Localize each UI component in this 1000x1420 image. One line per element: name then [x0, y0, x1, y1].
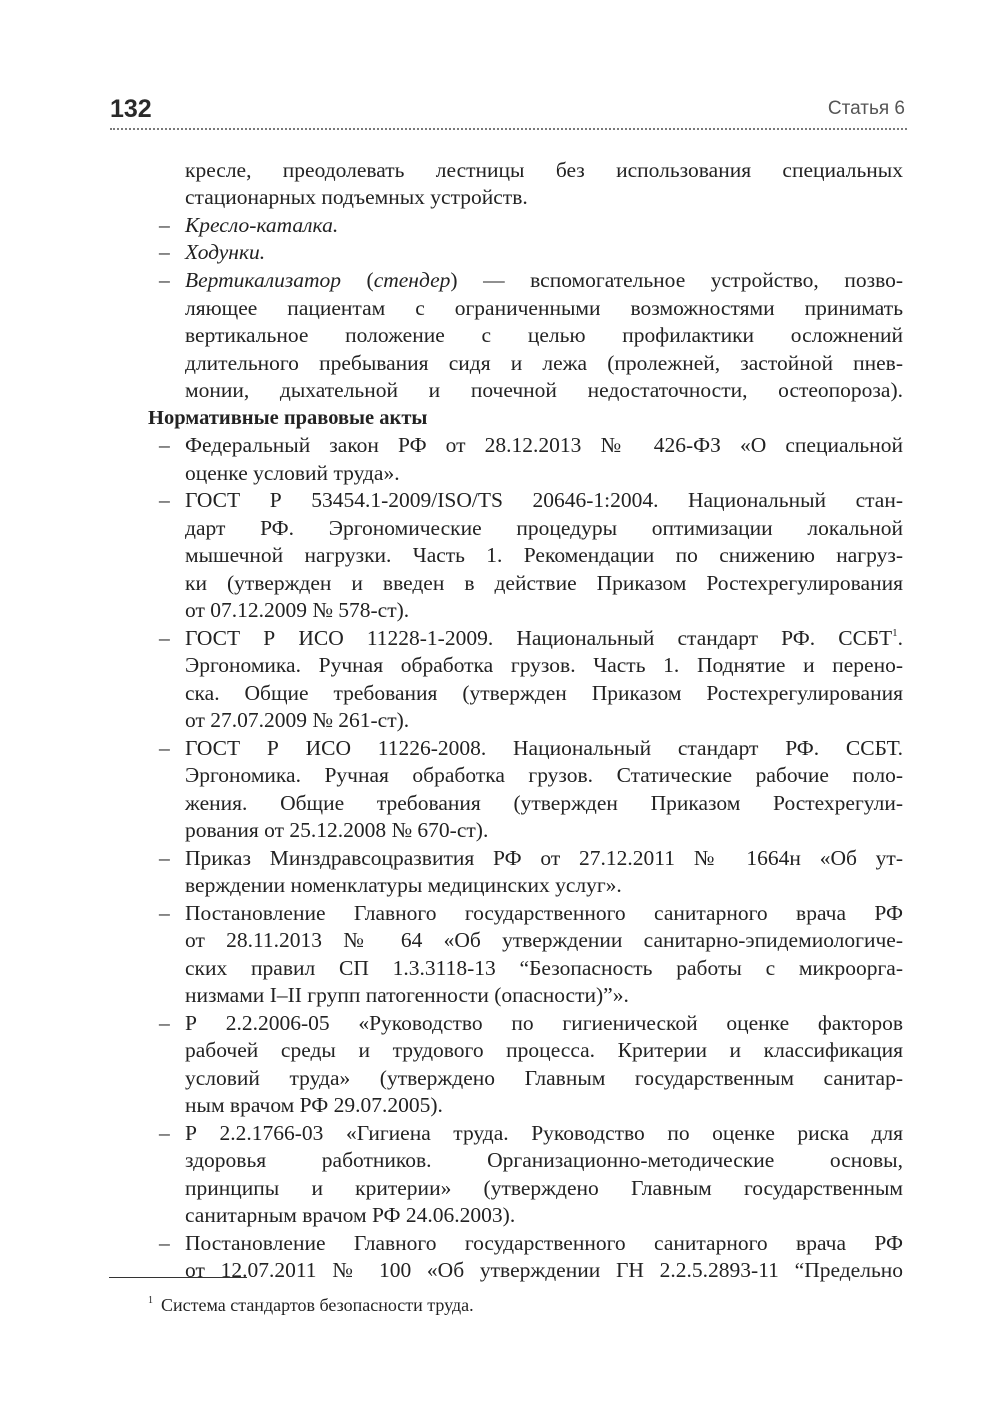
list-dash: – [159, 1231, 170, 1255]
list-dash: – [159, 1121, 170, 1145]
list-dash: – [159, 626, 170, 650]
text-line: жения. Общие требования (утвержден Приказом Ростехрегули- [185, 791, 903, 815]
list-item-walker [185, 238, 265, 266]
italic-term: Вертикализатор [185, 268, 341, 292]
running-header [110, 92, 907, 132]
list-item-act: Р 2.2.2006-05 «Руководство по гигиенической оценке факторов [185, 1011, 903, 1035]
text-line: верждении номенклатуры медицинских услуг». [185, 873, 622, 897]
list-item-act: Постановление Главного государственного санитарного врача РФ [185, 1231, 903, 1255]
text-fragment: ГОСТ Р ИСО 11228-1-2009. Национальный стандарт РФ. ССБТ [185, 626, 893, 650]
footnote-text: Система стандартов безопасности труда. [161, 1295, 474, 1315]
text-line: рования от 25.12.2008 № 670-ст). [185, 818, 489, 842]
footnote-marker: 1 [148, 1295, 153, 1306]
list-dash: – [159, 488, 170, 512]
list-item-act: Р 2.2.1766-03 «Гигиена труда. Руководство по оценке риска для [185, 1121, 903, 1145]
footnote [148, 1293, 474, 1317]
list-dash: – [159, 268, 170, 292]
text-fragment: ) — вспомогательное устройство, позво- [450, 268, 903, 292]
text-line: рабочей среды и трудового процесса. Критерии и классификация [185, 1038, 903, 1062]
text-line: стационарных подъемных устройств. [185, 185, 528, 209]
list-item-act: Постановление Главного государственного санитарного врача РФ [185, 901, 903, 925]
text-line: санитарным врачом РФ 24.06.2003). [185, 1203, 516, 1227]
list-item-wheelchair [185, 211, 338, 239]
text-line: низмами I–II групп патогенности (опасности)”». [185, 983, 629, 1007]
text-line: мышечной нагрузки. Часть 1. Рекомендации по снижению нагруз- [185, 543, 903, 567]
text-line: от 12.07.2011 № 100 «Об утверждении ГН 2.2.5.2893-11 “Предельно [185, 1258, 903, 1282]
list-dash: – [159, 433, 170, 457]
list-dash: – [159, 901, 170, 925]
text-line: ным врачом РФ 29.07.2005). [185, 1093, 443, 1117]
section-heading: Нормативные правовые акты [148, 407, 428, 429]
text-line: принципы и критерии» (утверждено Главным государственным [185, 1176, 903, 1200]
list-item-act [185, 624, 903, 652]
text-line: ска. Общие требования (утвержден Приказом Ростехрегулирования [185, 681, 903, 705]
text-line: ских правил СП 1.3.3118-13 “Безопасность работы с микроорга- [185, 956, 903, 980]
italic-term: стендер [373, 268, 451, 292]
list-dash: – [159, 736, 170, 760]
list-item-verticalizer [185, 266, 903, 294]
italic-term: Ходунки. [185, 240, 266, 264]
text-line: вертикальное положение с целью профилактики осложнений [185, 323, 903, 347]
text-line: от 07.12.2009 № 578-ст). [185, 598, 410, 622]
text-line: Эргономика. Ручная обработка грузов. Часть 1. Поднятие и перено- [185, 653, 903, 677]
text-line: Эргономика. Ручная обработка грузов. Статические рабочие поло- [185, 763, 903, 787]
footnote-separator [109, 1277, 247, 1278]
text-line: монии, дыхательной и почечной недостаточности, остеопороза). [185, 378, 903, 402]
header-dotted-rule [110, 128, 907, 130]
page-number: 132 [110, 95, 152, 123]
text-line: от 27.07.2009 № 261-ст). [185, 708, 410, 732]
text-line: оценке условий труда». [185, 461, 400, 485]
list-item-act: Приказ Минздравсоцразвития РФ от 27.12.2011 № 1664н «Об ут- [185, 846, 903, 870]
text-line: дарт РФ. Эргономические процедуры оптимизации локальной [185, 516, 903, 540]
italic-term: Кресло-каталка. [185, 213, 339, 237]
list-item-act: Федеральный закон РФ от 28.12.2013 № 426-ФЗ «О специальной [185, 433, 903, 457]
text-line: от 28.11.2013 № 64 «Об утверждении санитарно-эпидемиологиче- [185, 928, 903, 952]
list-dash: – [159, 846, 170, 870]
list-item-act: ГОСТ Р ИСО 11226-2008. Национальный стандарт РФ. ССБТ. [185, 736, 903, 760]
text-line: условий труда» (утверждено Главным государственным санитар- [185, 1066, 903, 1090]
list-item-act: ГОСТ Р 53454.1-2009/ISO/TS 20646-1:2004. Национальный стан- [185, 488, 903, 512]
text-line: кресле, преодолевать лестницы без использования специальных [185, 158, 903, 182]
list-dash: – [159, 1011, 170, 1035]
list-dash: – [159, 240, 170, 264]
text-line: ляющее пациентам с ограниченными возможностями принимать [185, 296, 903, 320]
text-line: ки (утвержден и введен в действие Приказом Ростехрегулирования [185, 571, 903, 595]
list-dash: – [159, 213, 170, 237]
text-line: здоровья работников. Организационно-методические основы, [185, 1148, 903, 1172]
footnote-reference[interactable]: 1 [892, 627, 898, 639]
text-line: длительного пребывания сидя и лежа (пролежней, застойной пнев- [185, 351, 903, 375]
text-fragment: . [897, 626, 903, 650]
section-title: Статья 6 [827, 98, 905, 119]
text-fragment: ( [340, 268, 374, 292]
